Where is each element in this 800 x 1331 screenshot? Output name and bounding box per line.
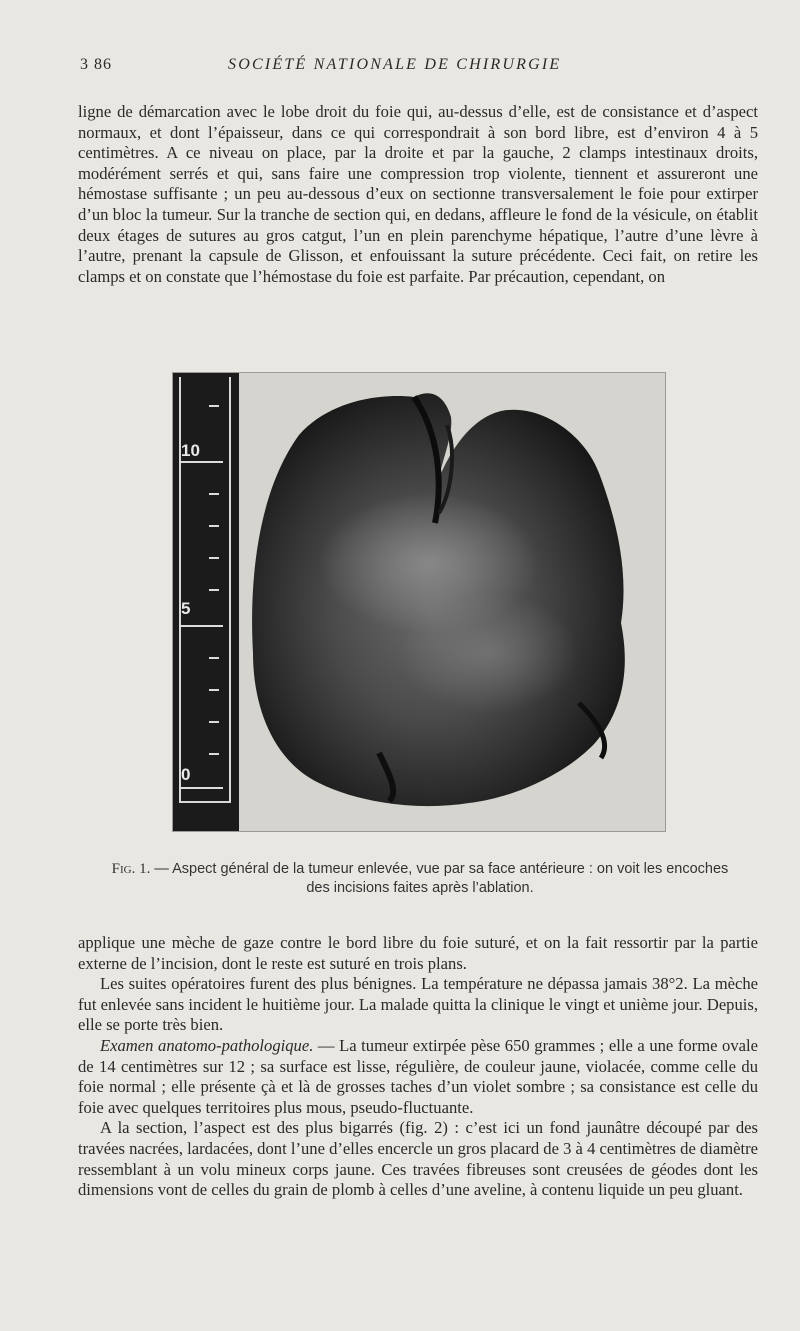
paragraph: applique une mèche de gaze contre le bord libre du foie suturé, et on la fait ressortir par la partie externe de l’incision, dont le reste est suturé en trois plans.: [78, 933, 758, 973]
ruler-tick: [209, 657, 219, 659]
ruler-label-0: 0: [181, 765, 191, 784]
measurement-ruler: [173, 373, 239, 831]
ruler-tick: [179, 625, 223, 627]
body-text-top: [78, 102, 758, 287]
paragraph: Les suites opératoires furent des plus bénignes. La température ne dépassa jamais 38°2. La mèche fut enlevée sans incident le huitième jour. La malade quitta la clinique le vingt et unième jour. Depuis, elle se porte très bien.: [78, 974, 758, 1035]
ruler-tick: [209, 721, 219, 723]
figure-caption: [100, 860, 740, 898]
ruler-label-10: 10: [181, 441, 200, 460]
paragraph-text: — La tumeur extirpée pèse 650 grammes ; elle a une forme ovale de 14 centimètres sur 12 ; sa surface est lisse, régulière, de couleur jaune, violacée, comme celle du foie normal ; elle présente çà et là de grosses taches d’un violet sombre ; sa consistance est celle du foie avec quelques territoires plus mous, pseudo-fluctuante.: [78, 1035, 758, 1117]
page-number: 3 86: [80, 56, 112, 73]
ruler-tick: [179, 787, 223, 789]
figure-label: Fig. 1.: [111, 861, 151, 877]
ruler-label-5: 5: [181, 599, 191, 618]
section-heading: Examen anatomo-pathologique.: [100, 1035, 314, 1055]
page-header: [80, 56, 760, 80]
ruler-tick: [209, 589, 219, 591]
paragraph: A la section, l’aspect est des plus bigarrés (fig. 2) : c’est ici un fond jaunâtre découpé par des travées nacrées, lardacées, dont l’une d’elles encercle un gros placard de 3 à 4 centimètres de diamètre ressemblant à un volu mineux corps jaune. Ces travées fibreuses sont creusées de géodes dont les dimensions vont de celles du grain de plomb à celles d’une aveline, à contenu liquide un peu gluant.: [78, 1118, 759, 1200]
body-text-bottom: [78, 933, 758, 1201]
paragraph: [78, 1036, 758, 1118]
figure-photograph: [172, 372, 666, 832]
paragraph: ligne de démarcation avec le lobe droit du foie qui, au-dessus d’elle, est de consistance et d’aspect normaux, et dont l’épaisseur, dans ce qui correspondrait à son bord libre, est d’environ 4 à 5 centimètres. A ce niveau on place, par la droite et par la gauche, 2 clamps intestinaux droits, modérément serrés et qui, sans faire une compression trop violente, tiennent et assureront une hémostase suffisante ; un peu au-dessous d’eux on sectionne transversalement le foie pour extirper d’un bloc la tumeur. Sur la tranche de section qui, en dedans, affleure le fond de la vésicule, on établit deux étages de sutures au gros catgut, l’un en plein parenchyme hépatique, l’autre d’une lèvre à l’autre, prenant la capsule de Glisson, et enfouissant la suture précédente. Ceci fait, on retire les clamps et on constate que l’hémostase du foie est parfaite. Par précaution, cependant, on: [78, 102, 758, 286]
ruler-tick: [209, 525, 219, 527]
figure-caption-text: — Aspect général de la tumeur enlevée, vue par sa face antérieure : on voit les encoches des incisions faites après l’ablation.: [154, 861, 729, 896]
ruler-tick: [209, 557, 219, 559]
running-title: SOCIÉTÉ NATIONALE DE CHIRURGIE: [228, 56, 562, 73]
tumor-specimen-image: [239, 373, 665, 831]
ruler-tick: [209, 689, 219, 691]
ruler-tick: [209, 405, 219, 407]
ruler-tick: [179, 461, 223, 463]
ruler-tick: [209, 493, 219, 495]
ruler-tick: [209, 753, 219, 755]
